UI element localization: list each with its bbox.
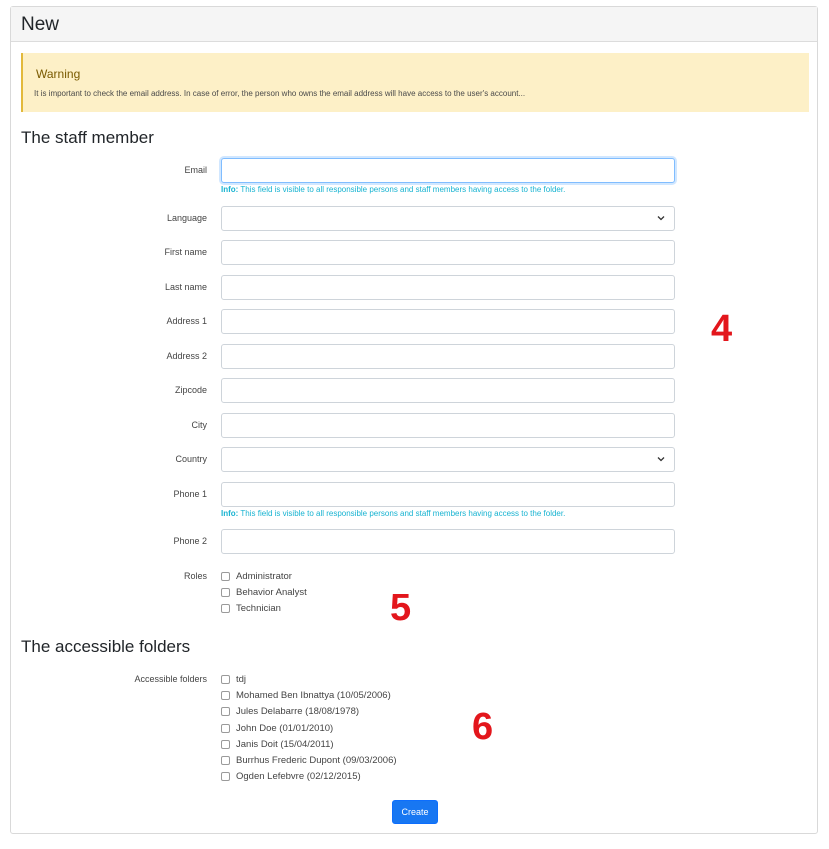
phone1-label: Phone 1	[173, 489, 207, 499]
language-label: Language	[166, 213, 207, 223]
folder-item[interactable]	[221, 753, 397, 767]
address1-field[interactable]	[221, 309, 675, 334]
language-select[interactable]	[221, 206, 675, 231]
folder-item[interactable]	[221, 737, 334, 751]
folder-label: Jules Delabarre (18/08/1978)	[236, 705, 360, 717]
role-label: Technician	[236, 602, 281, 614]
alert-title: Warning	[36, 67, 81, 81]
form-panel	[10, 6, 818, 834]
annotation-4: 4	[711, 308, 733, 350]
folder-label: Burrhus Frederic Dupont (09/03/2006)	[236, 754, 397, 766]
warning-alert	[21, 53, 809, 112]
info-text: This field is visible to all responsible persons and staff members having access to the folder.	[238, 185, 566, 194]
alert-text: It is important to check the email address. In case of error, the person who owns the email address will have access to the user's account...	[34, 89, 526, 98]
folder-checkbox[interactable]	[221, 724, 230, 733]
folder-checkbox[interactable]	[221, 707, 230, 716]
info-prefix: Info:	[221, 509, 239, 518]
folder-label: Janis Doit (15/04/2011)	[236, 738, 334, 750]
info-prefix: Info:	[221, 185, 239, 194]
folder-checkbox[interactable]	[221, 675, 230, 684]
address2-label: Address 2	[166, 351, 207, 361]
zipcode-label: Zipcode	[174, 385, 207, 395]
chevron-down-icon	[656, 213, 666, 223]
folder-checkbox[interactable]	[221, 740, 230, 749]
role-label: Behavior Analyst	[236, 586, 307, 598]
annotation-5: 5	[390, 587, 412, 629]
country-select[interactable]	[221, 447, 675, 472]
accessible-folders-label: Accessible folders	[134, 674, 207, 684]
role-behavior-analyst[interactable]	[221, 585, 307, 599]
city-label: City	[191, 420, 207, 430]
roles-label: Roles	[183, 571, 207, 581]
chevron-down-icon	[656, 454, 666, 464]
folder-item[interactable]	[221, 704, 359, 718]
role-checkbox[interactable]	[221, 572, 230, 581]
folder-item[interactable]	[221, 721, 333, 735]
zipcode-field[interactable]	[221, 378, 675, 403]
first-name-label: First name	[164, 247, 207, 257]
last-name-field[interactable]	[221, 275, 675, 300]
phone2-field[interactable]	[221, 529, 675, 554]
panel-header	[11, 7, 817, 42]
address2-field[interactable]	[221, 344, 675, 369]
folder-item[interactable]	[221, 688, 391, 702]
create-button[interactable]: Create	[392, 800, 438, 824]
folder-checkbox[interactable]	[221, 691, 230, 700]
email-field[interactable]	[221, 158, 675, 183]
folders-section-title: The accessible folders	[21, 637, 191, 656]
city-field[interactable]	[221, 413, 675, 438]
role-checkbox[interactable]	[221, 588, 230, 597]
phone2-label: Phone 2	[173, 536, 207, 546]
annotation-6: 6	[472, 706, 494, 748]
page-title: New	[21, 14, 60, 35]
folder-item[interactable]	[221, 769, 361, 783]
email-info	[221, 185, 565, 194]
role-technician[interactable]	[221, 601, 281, 615]
phone1-field[interactable]	[221, 482, 675, 507]
role-administrator[interactable]	[221, 569, 292, 583]
first-name-field[interactable]	[221, 240, 675, 265]
folder-label: John Doe (01/01/2010)	[236, 722, 334, 734]
folder-label: Mohamed Ben Ibnattya (10/05/2006)	[236, 689, 391, 701]
folder-checkbox[interactable]	[221, 772, 230, 781]
role-checkbox[interactable]	[221, 604, 230, 613]
info-text: This field is visible to all responsible persons and staff members having access to the folder.	[238, 509, 566, 518]
folder-label: tdj	[236, 673, 247, 685]
role-label: Administrator	[236, 570, 292, 582]
folder-item[interactable]	[221, 672, 246, 686]
phone1-info	[221, 509, 565, 518]
folder-label: Ogden Lefebvre (02/12/2015)	[236, 770, 361, 782]
country-label: Country	[175, 454, 207, 464]
folder-checkbox[interactable]	[221, 756, 230, 765]
email-label: Email	[184, 165, 207, 175]
staff-section-title: The staff member	[21, 128, 154, 147]
last-name-label: Last name	[164, 282, 207, 292]
address1-label: Address 1	[166, 316, 207, 326]
